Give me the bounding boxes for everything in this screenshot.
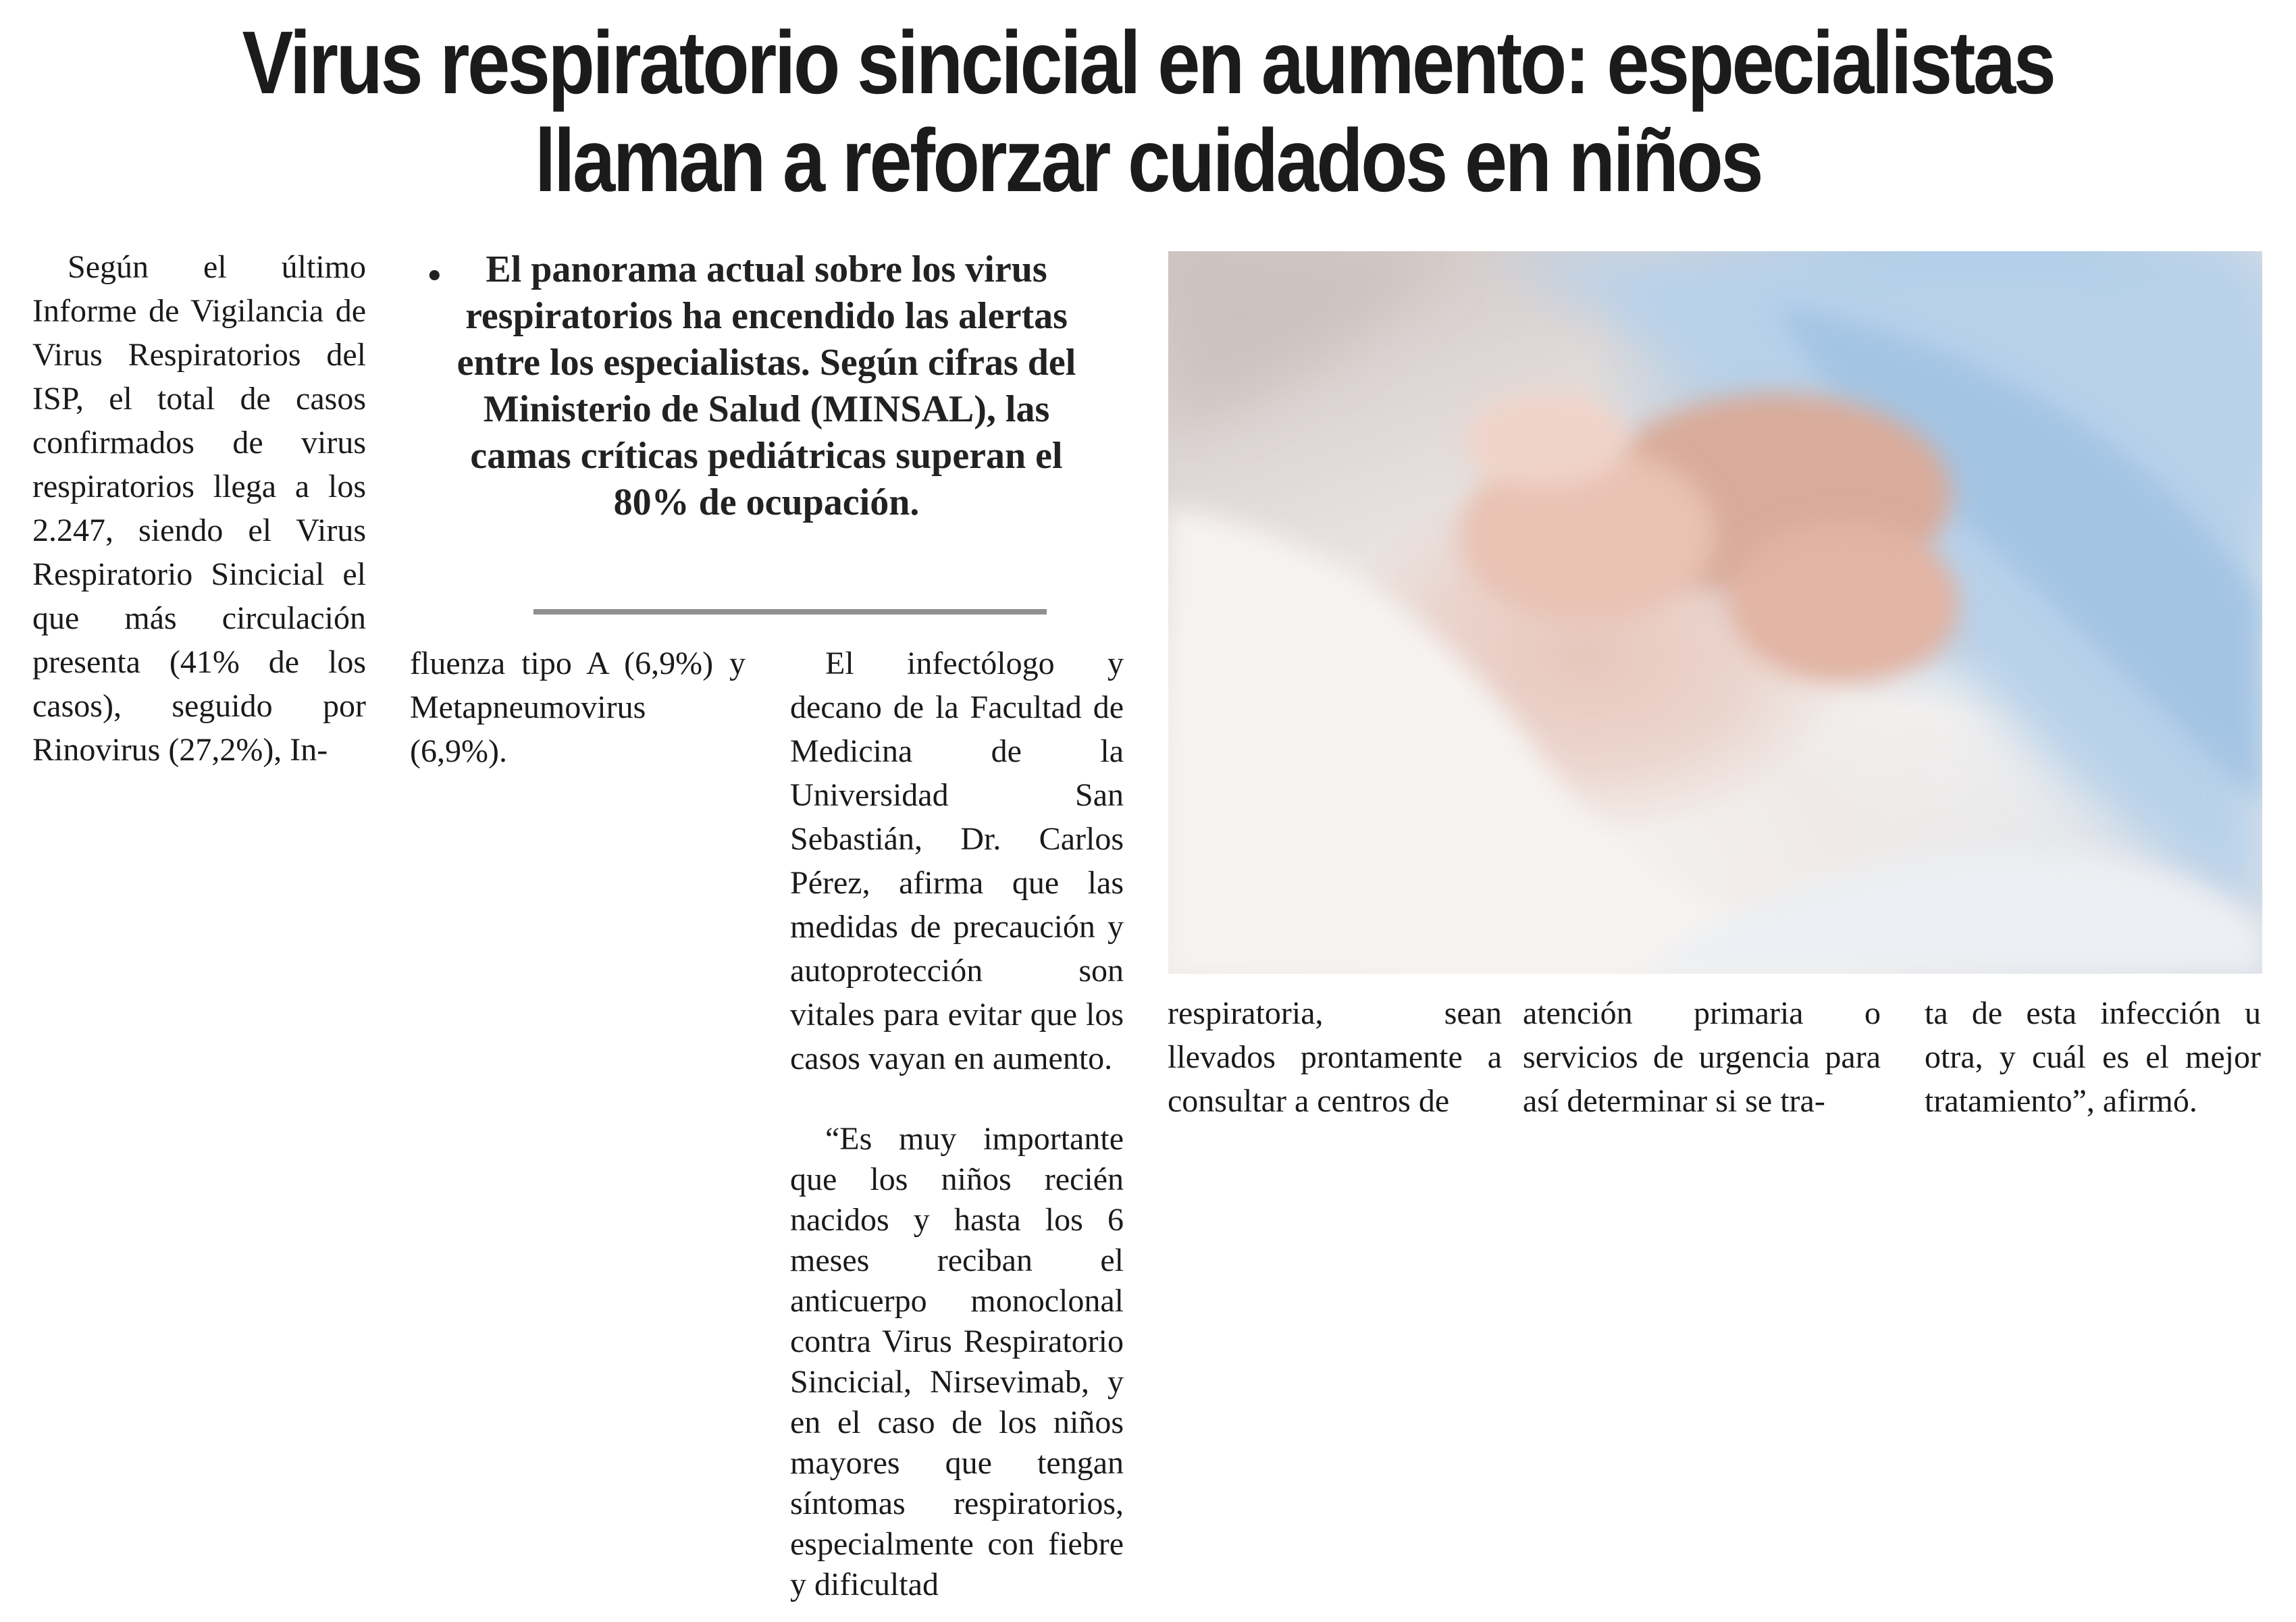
white-sheet-shape	[1641, 851, 2262, 974]
body-column-3	[790, 642, 1124, 1605]
body-paragraph: atención primaria o servicios de urgencia para así determinar si se tra-	[1523, 995, 1881, 1119]
article-headline	[196, 14, 2101, 209]
body-paragraph: respiratoria, sean llevados prontamente a consultar a centros de	[1168, 995, 1502, 1119]
deck-divider	[533, 609, 1047, 614]
headline-line-2: llaman a reforzar cuidados en niños	[534, 111, 1762, 210]
article-deck: El panorama actual sobre los virus respiratorios ha encendido las alertas entre los especialistas. Según cifras del Ministerio de Salud (MINSAL), las camas críticas pediátricas superan el 80% de ocupación.	[456, 248, 1076, 523]
body-paragraph: El infectólogo y decano de la Facultad de Medicina de la Universidad San Sebastián, Dr. Carlos Pérez, afirma que las medidas de precaución y autoprotección son vitales para evitar que los casos vayan en aumento.	[790, 646, 1124, 1076]
deck-bullet: •	[424, 257, 445, 297]
body-column-6	[1925, 991, 2261, 1123]
background-shadow	[1168, 251, 1452, 427]
body-paragraph: ta de esta infección u otra, y cuál es el mejor tratamiento”, afirmó.	[1925, 995, 2261, 1119]
newborn-baby-illustration	[1168, 251, 2262, 974]
baby-fingers-shape	[1465, 393, 1627, 488]
article-photo	[1168, 251, 2262, 974]
quote-paragraph: “Es muy importante que los niños recién nacidos y hasta los 6 meses reciban el anticuerpo monoclonal contra Virus Respiratorio Sincicial, Nirsevimab, y en el caso de los niños mayores que tengan síntomas respiratorios, especialmente con fiebre y dificultad	[790, 1121, 1124, 1602]
body-paragraph: Según el último Informe de Vigilancia de Virus Respiratorios del ISP, el total de casos confirmados de virus respiratorios llega a los 2.247, siendo el Virus Respiratorio Sincicial el que más circulación presenta (41% de los casos), seguido por Rinovirus (27,2%), In-	[32, 249, 366, 768]
headline-line-1: Virus respiratorio sincicial en aumento: especialistas	[242, 13, 2054, 112]
baby-hand-shape	[1729, 521, 1958, 683]
body-column-2	[410, 642, 746, 773]
body-column-1	[32, 245, 366, 772]
body-paragraph: fluenza tipo A (6,9%) y Metapneumovirus (6,9%).	[410, 646, 746, 769]
body-column-4	[1168, 991, 1502, 1123]
body-column-5	[1523, 991, 1881, 1123]
